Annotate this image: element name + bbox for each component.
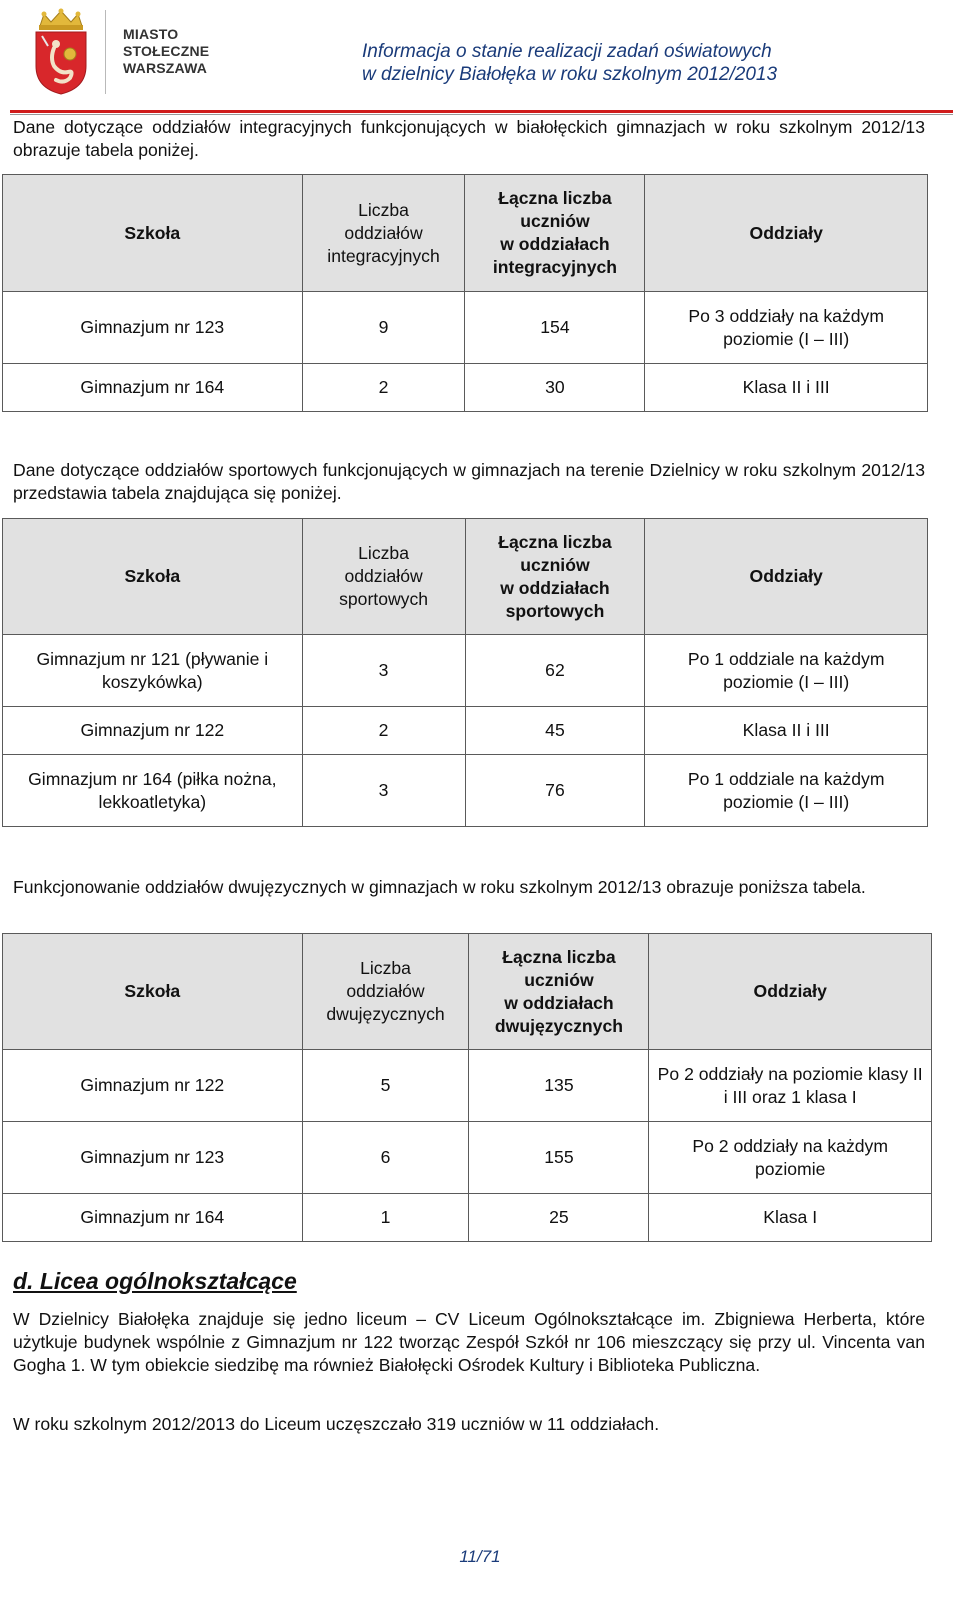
page-number: 11/71: [459, 1547, 501, 1566]
header-cell-school: Szkoła: [3, 934, 303, 1050]
table-row: [3, 292, 928, 364]
header-rule: [10, 110, 953, 113]
cell-count: 5: [302, 1050, 469, 1122]
header-cell-count: Liczba oddziałów sportowych: [302, 519, 465, 635]
cell-count: 1: [302, 1194, 469, 1242]
header-cell-school: Szkoła: [3, 175, 303, 292]
cell-school: Gimnazjum nr 121 (pływanie i koszykówka): [3, 635, 303, 707]
table-sport-classes: [2, 518, 928, 827]
table-row: [3, 755, 928, 827]
cell-school: Gimnazjum nr 123: [3, 1122, 303, 1194]
cell-count: 3: [302, 635, 465, 707]
paragraph-sport-intro: Dane dotyczące oddziałów sportowych funkcjonujących w gimnazjach na terenie Dzielnicy w roku szkolnym 2012/13 przedstawia tabela znajdująca się poniżej.: [13, 460, 925, 503]
cell-count: 3: [302, 755, 465, 827]
header-cell-students: Łączna liczba uczniów w oddziałach sportowych: [465, 519, 645, 635]
header-cell-classes: Oddziały: [645, 519, 928, 635]
cell-students: 154: [465, 292, 645, 364]
cell-students: 155: [469, 1122, 649, 1194]
header-title-line-2: w dzielnicy Białołęka w roku szkolnym 2012/2013: [362, 64, 778, 85]
cell-school: Gimnazjum nr 164: [3, 364, 303, 412]
paragraph-licea-students: W roku szkolnym 2012/2013 do Liceum uczęszczało 319 uczniów w 11 oddziałach.: [13, 1414, 660, 1434]
table-header-row: [3, 519, 928, 635]
warsaw-coat-of-arms-logo: [30, 8, 92, 96]
cell-count: 9: [302, 292, 465, 364]
page-header: [0, 0, 960, 118]
table-row: [3, 635, 928, 707]
cell-school: Gimnazjum nr 164 (piłka nożna, lekkoatletyka): [3, 755, 303, 827]
cell-students: 45: [465, 707, 645, 755]
table-row: [3, 1050, 932, 1122]
cell-classes: Po 3 oddziały na każdym poziomie (I – III): [645, 292, 928, 364]
logo-divider: [105, 10, 106, 94]
table-row: [3, 364, 928, 412]
cell-classes: Po 2 oddziały na każdym poziomie: [649, 1122, 932, 1194]
cell-school: Gimnazjum nr 122: [3, 1050, 303, 1122]
cell-students: 25: [469, 1194, 649, 1242]
header-cell-students: Łączna liczba uczniów w oddziałach dwujęzycznych: [469, 934, 649, 1050]
cell-classes: Po 1 oddziale na każdym poziomie (I – III): [645, 635, 928, 707]
paragraph-licea-description: W Dzielnicy Białołęka znajduje się jedno liceum – CV Liceum Ogólnokształcące im. Zbigniewa Herberta, które użytkuje budynek wspólnie z Gimnazjum nr 122 tworząc Zespół Szkół nr 106 mieszczący się przy ul. Vincenta van Gogha 1. W tym obiekcie siedzibę ma również Białołęcki Ośrodek Kultury i Biblioteka Publiczna.: [13, 1309, 925, 1375]
cell-count: 2: [302, 707, 465, 755]
table-row: [3, 707, 928, 755]
header-cell-count: Liczba oddziałów dwujęzycznych: [302, 934, 469, 1050]
cell-school: Gimnazjum nr 164: [3, 1194, 303, 1242]
cell-students: 62: [465, 635, 645, 707]
logo-line-3: WARSZAWA: [123, 60, 208, 76]
header-cell-classes: Oddziały: [645, 175, 928, 292]
paragraph-integration-intro: Dane dotyczące oddziałów integracyjnych funkcjonujących w białołęckich gimnazjach w roku szkolnym 2012/13 obrazuje tabela poniżej.: [13, 117, 925, 160]
cell-school: Gimnazjum nr 123: [3, 292, 303, 364]
cell-classes: Po 2 oddziały na poziomie klasy II i III oraz 1 klasa I: [649, 1050, 932, 1122]
cell-school: Gimnazjum nr 122: [3, 707, 303, 755]
logo-wordmark: [123, 26, 209, 77]
cell-classes: Klasa I: [649, 1194, 932, 1242]
header-title: [362, 40, 777, 86]
section-heading-licea: d. Licea ogólnokształcące: [13, 1268, 297, 1294]
header-cell-school: Szkoła: [3, 519, 303, 635]
header-rule-thin: [10, 114, 953, 115]
table-row: [3, 1122, 932, 1194]
cell-classes: Klasa II i III: [645, 707, 928, 755]
cell-students: 76: [465, 755, 645, 827]
cell-students: 135: [469, 1050, 649, 1122]
header-cell-classes: Oddziały: [649, 934, 932, 1050]
table-bilingual-classes: [2, 933, 932, 1242]
cell-count: 6: [302, 1122, 469, 1194]
cell-classes: Klasa II i III: [645, 364, 928, 412]
paragraph-bilingual-intro: Funkcjonowanie oddziałów dwujęzycznych w gimnazjach w roku szkolnym 2012/13 obrazuje poniższa tabela.: [13, 877, 866, 897]
logo-line-2: STOŁECZNE: [123, 43, 210, 59]
header-title-line-1: Informacja o stanie realizacji zadań oświatowych: [362, 41, 772, 62]
cell-classes: Po 1 oddziale na każdym poziomie (I – III): [645, 755, 928, 827]
table-integration-classes: [2, 174, 928, 412]
table-header-row: [3, 934, 932, 1050]
table-header-row: [3, 175, 928, 292]
cell-count: 2: [302, 364, 465, 412]
table-row: [3, 1194, 932, 1242]
cell-students: 30: [465, 364, 645, 412]
header-cell-count: Liczba oddziałów integracyjnych: [302, 175, 465, 292]
logo-line-1: MIASTO: [123, 26, 179, 42]
header-cell-students: Łączna liczba uczniów w oddziałach integracyjnych: [465, 175, 645, 292]
